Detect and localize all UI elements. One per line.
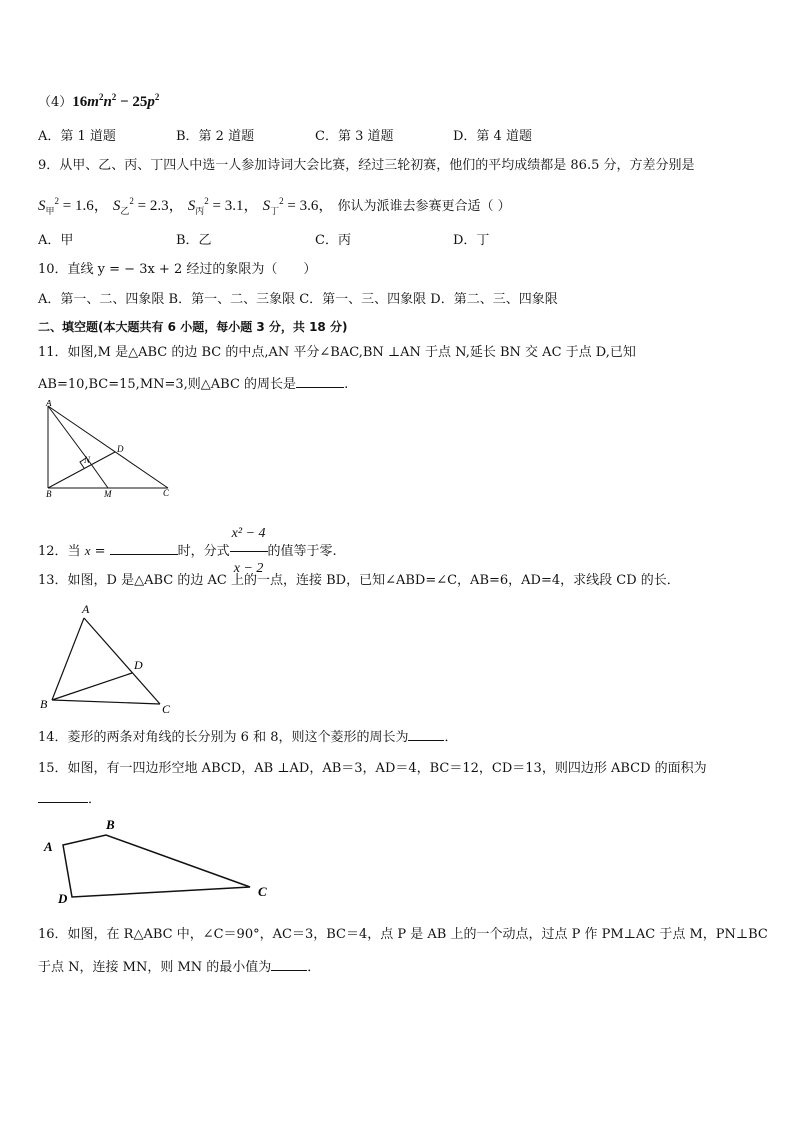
q15-stem: 15．如图，有一四边形空地 ABCD，AB ⊥AD，AB＝3，AD＝4，BC＝12，CD＝13，则四边形 ABCD 的面积为 [38,761,707,776]
q11-segment-bd [48,452,115,488]
q8-sub4-label: （4） [38,95,73,110]
q13-label-a: A [82,602,90,616]
q12-answer-blank[interactable] [110,542,178,555]
q13-figure [38,602,178,717]
q9-option-b[interactable]: B．乙 [176,233,212,248]
q9-variances [38,192,511,220]
q11-label-a: A [46,400,52,408]
q11-edge-ac [48,406,168,488]
q13-label-c: C [162,702,171,716]
q11-line1: 11．如图,M 是△ABC 的边 BC 的中点,AN 平分∠BAC,BN ⊥AN 于点 N,延长 BN 交 AC 于点 D,已知 [38,345,636,360]
q8-option-a[interactable]: A．第 1 道题 [38,129,116,144]
q14-answer-blank[interactable] [408,728,444,741]
q12-denominator: x − 2 [233,561,264,576]
q9-variance-3: $S_丙^2 = 3.1$， [187,196,259,216]
q15-label-a: A [44,839,53,854]
q9-variance-4: $S_丁^2 = 3.6$， [262,196,334,216]
q13-edge-bc [52,700,160,704]
q9-option-c[interactable]: C．丙 [315,233,351,248]
q11-label-c: C [163,488,170,498]
section-title: 二、填空题(本大题共有 6 小题，每小题 3 分，共 18 分) [38,320,348,334]
q14: 14．菱形的两条对角线的长分别为 6 和 8，则这个菱形的周长为 ． [38,730,458,745]
q9-option-d[interactable]: D．丁 [453,233,490,248]
q15-label-d: D [58,891,68,906]
q11-segment-nm [91,464,108,488]
q9-variance-2: $S_乙^2 = 2.3$， [112,196,184,216]
q10-options[interactable]: A．第一、二、四象限 B．第一、二、三象限 C．第一、三、四象限 D．第二、三、四象限 [38,292,558,307]
q15-answer-blank[interactable] [38,790,88,803]
q9-question-tail: 你认为派谁去参赛更合适（ ） [337,199,511,214]
q9-variance-1: $S_甲^2 = 1.6$， [38,196,109,216]
q15-answer-line: ． [38,790,101,809]
q12-numerator: x² − 4 [230,517,268,552]
q16-line2: 于点 N，连接 MN，则 MN 的最小值为 ． [38,960,321,975]
q13-label-d: D [134,658,143,672]
q13-edge-ac [84,618,160,704]
q8-sub4 [38,88,159,112]
q10-stem: 10．直线 y = − 3x + 2 经过的象限为（ ） [38,262,317,277]
q11-label-b: B [46,489,52,499]
q11-label-m: M [104,489,112,499]
q16-line1: 16．如图，在 R△ABC 中，∠C＝90°，AC＝3，BC＝4，点 P 是 AB 上的一个动点，过点 P 作 PM⊥AC 于点 M，PN⊥BC [38,927,768,942]
q8-sub4-expression: $16m^2n^2 - 25p^2$ [72,92,160,110]
q16-answer-blank[interactable] [271,958,307,971]
q15-figure [38,815,278,910]
q9-option-a[interactable]: A．甲 [38,233,74,248]
q11-label-n: N [84,455,91,465]
q11-label-d: D [117,444,124,454]
q8-option-c[interactable]: C．第 3 道题 [315,129,394,144]
q13-label-b: B [40,697,48,711]
q12: 12．当 x = 时，分式 $\frac{\text{x² − 4}}{x - 2}$ 的值等于零. [38,517,337,586]
q13-segment-bd [52,673,132,700]
q8-option-d[interactable]: D．第 4 道题 [453,129,532,144]
q8-option-b[interactable]: B．第 2 道题 [176,129,255,144]
q11-answer-blank[interactable] [296,375,344,388]
q11-line2-text: AB=10,BC=15,MN=3,则△ABC 的周长是 [38,377,297,392]
q15-label-b: B [106,817,115,832]
q11-figure [38,400,188,500]
q9-stem: 9．从甲、乙、丙、丁四人中选一人参加诗词大会比赛，经过三轮初赛，他们的平均成绩都是 86.5 分，方差分别是 [38,158,695,173]
q15-label-c: C [258,884,267,899]
q13-edge-ab [52,618,84,700]
q13-stem: 13．如图，D 是△ABC 的边 AC 上的一点，连接 BD，已知∠ABD=∠C，AB=6，AD=4，求线段 CD 的长． [38,573,680,588]
q11-line2: AB=10,BC=15,MN=3,则△ABC 的周长是 . [38,377,349,392]
q15-quadrilateral [63,835,250,897]
